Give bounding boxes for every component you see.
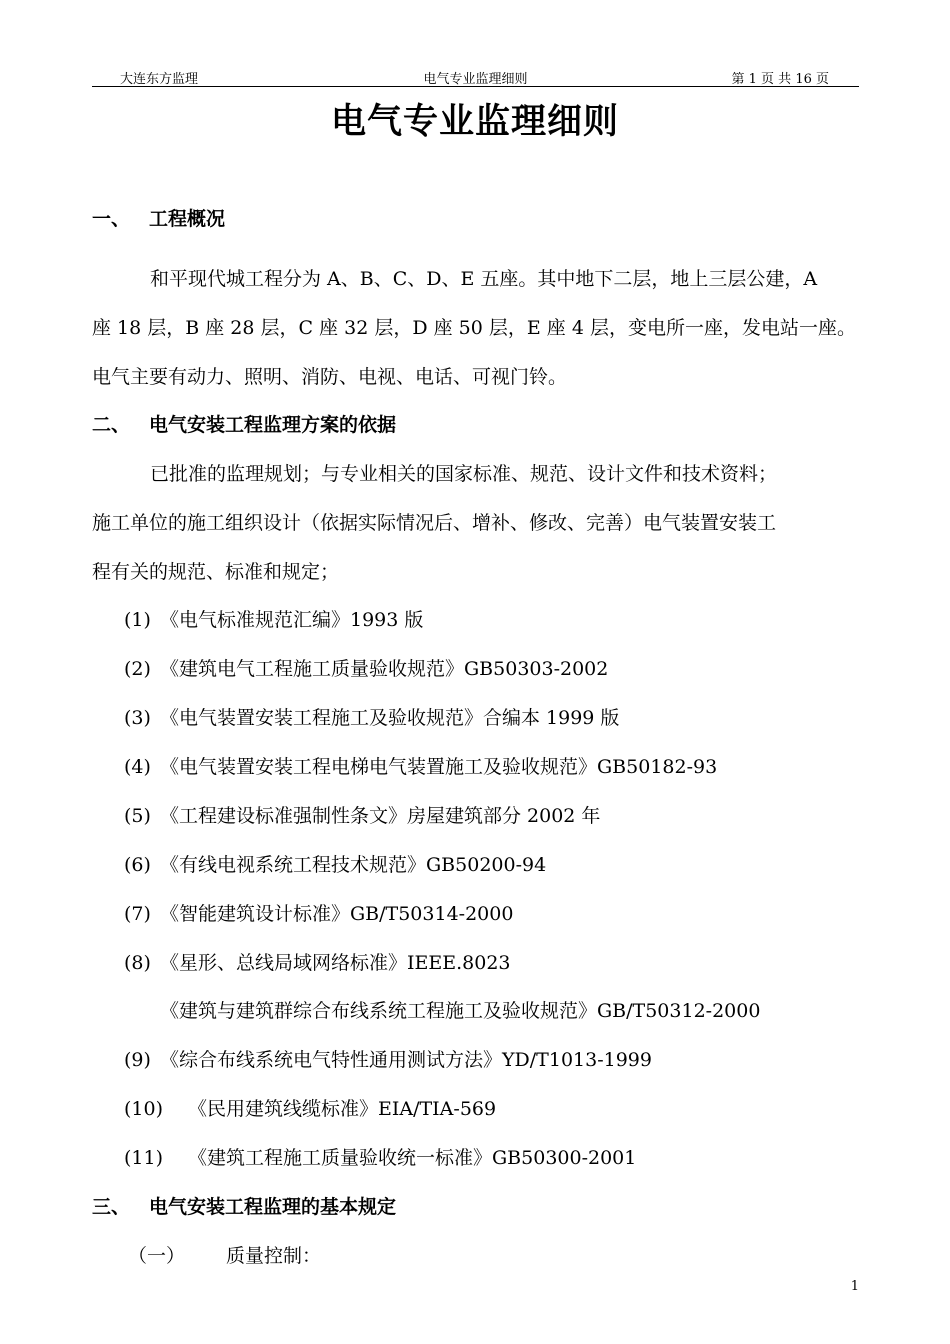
section-heading-1	[92, 204, 225, 231]
section-title: 电气安装工程监理的基本规定	[149, 1196, 397, 1218]
subsection-heading	[128, 1241, 321, 1268]
reference-item: (2) 《建筑电气工程施工质量验收规范》GB50303-2002	[124, 658, 609, 680]
reference-item: (11) 《建筑工程施工质量验收统一标准》GB50300-2001	[124, 1147, 637, 1169]
paragraph-line: 施工单位的施工组织设计（依据实际情况后、增补、修改、完善）电气装置安装工	[92, 512, 777, 534]
header-company: 大连东方监理	[120, 72, 199, 87]
section-number: 二、	[92, 414, 131, 436]
reference-item: (6) 《有线电视系统工程技术规范》GB50200-94	[124, 854, 547, 876]
subsection-title: 质量控制：	[226, 1245, 322, 1267]
paragraph-line: 已批准的监理规划；与专业相关的国家标准、规范、设计文件和技术资料；	[150, 463, 778, 485]
paragraph-line: 座 18 层，B 座 28 层，C 座 32 层，D 座 50 层，E 座 4 层，变电所一座，发电站一座。	[92, 317, 856, 339]
subsection-number: （一）	[128, 1245, 186, 1267]
reference-item: (5) 《工程建设标准强制性条文》房屋建筑部分 2002 年	[124, 805, 601, 827]
page-header	[92, 66, 859, 87]
header-page-info: 第 1 页 共 16 页	[731, 72, 829, 87]
reference-item: (7) 《智能建筑设计标准》GB/T50314-2000	[124, 903, 514, 925]
section-heading-3	[92, 1192, 396, 1219]
paragraph-line: 程有关的规范、标准和规定；	[92, 561, 340, 583]
reference-item: (8) 《星形、总线局域网络标准》IEEE.8023	[124, 952, 511, 974]
header-doc-title: 电气专业监理细则	[423, 72, 528, 87]
section-title: 工程概况	[149, 208, 226, 230]
section-number: 三、	[92, 1196, 131, 1218]
reference-item: (4) 《电气装置安装工程电梯电气装置施工及验收规范》GB50182-93	[124, 756, 718, 778]
section-number: 一、	[92, 208, 131, 230]
document-title: 电气专业监理细则	[330, 102, 619, 142]
reference-item: (3) 《电气装置安装工程施工及验收规范》合编本 1999 版	[124, 707, 620, 729]
reference-item: (1) 《电气标准规范汇编》1993 版	[124, 609, 424, 631]
reference-item: (9) 《综合布线系统电气特性通用测试方法》YD/T1013-1999	[124, 1049, 652, 1071]
section-heading-2	[92, 410, 396, 437]
reference-item: (10) 《民用建筑线缆标准》EIA/TIA-569	[124, 1098, 497, 1120]
paragraph-line: 和平现代城工程分为 A、B、C、D、E 五座。其中地下二层，地上三层公建，A	[150, 268, 818, 290]
reference-item: 《建筑与建筑群综合布线系统工程施工及验收规范》GB/T50312-2000	[160, 1000, 761, 1022]
section-title: 电气安装工程监理方案的依据	[149, 414, 397, 436]
page-number: 1	[850, 1279, 859, 1294]
paragraph-line: 电气主要有动力、照明、消防、电视、电话、可视门铃。	[92, 366, 568, 388]
